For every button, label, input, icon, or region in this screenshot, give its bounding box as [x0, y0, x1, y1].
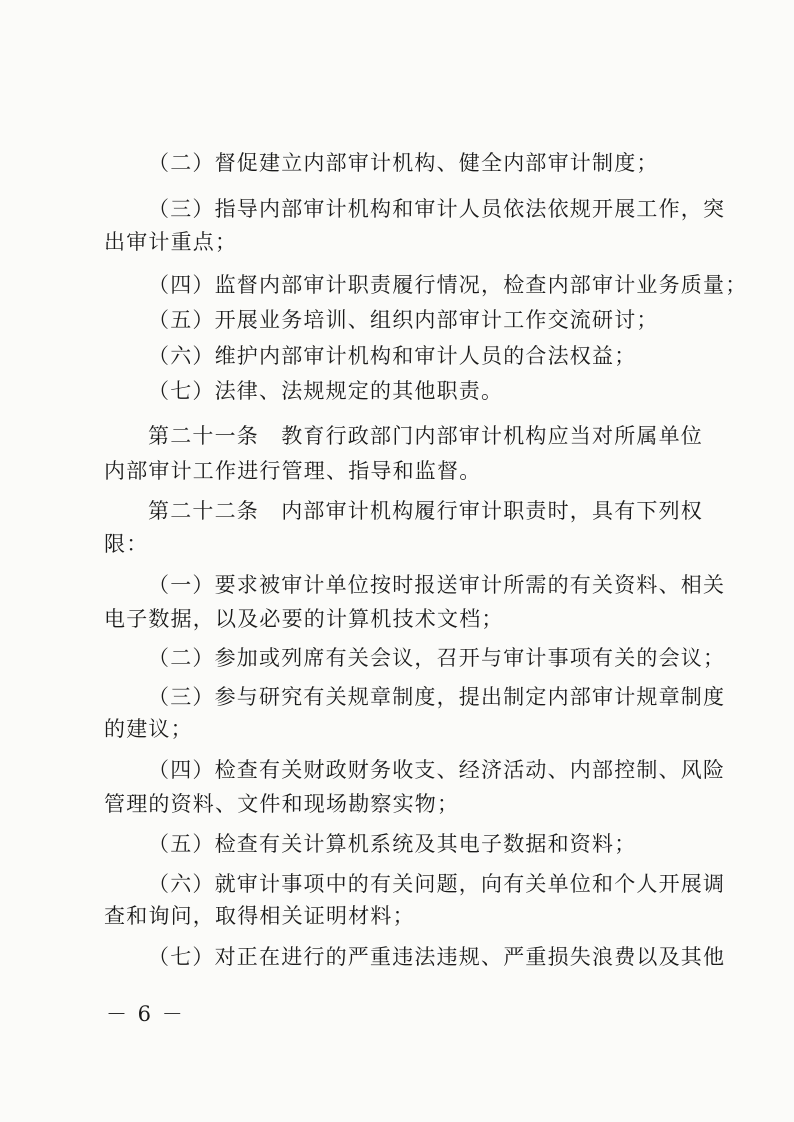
- text-line: （六）就审计事项中的有关问题，向有关单位和个人开展调: [148, 872, 726, 896]
- text-line: （三）指导内部审计机构和审计人员依法依规开展工作，突: [148, 197, 726, 221]
- text-line: 电子数据，以及必要的计算机技术文档；: [104, 607, 504, 631]
- text-line: （二）参加或列席有关会议，召开与审计事项有关的会议；: [148, 646, 726, 670]
- text-line: （二）督促建立内部审计机构、健全内部审计制度；: [148, 151, 659, 175]
- text-line: 的建议；: [104, 717, 193, 741]
- page-number: － 6 －: [106, 1002, 185, 1026]
- text-line: （七）法律、法规规定的其他职责。: [148, 379, 504, 403]
- text-line: 第二十一条 教育行政部门内部审计机构应当对所属单位: [148, 424, 703, 448]
- text-line: 内部审计工作进行管理、指导和监督。: [104, 459, 482, 483]
- text-line: （四）检查有关财政财务收支、经济活动、内部控制、风险: [148, 758, 726, 782]
- text-line: （五）检查有关计算机系统及其电子数据和资料；: [148, 832, 637, 856]
- text-line: （五）开展业务培训、组织内部审计工作交流研讨；: [148, 308, 659, 332]
- text-line: 管理的资料、文件和现场勘察实物；: [104, 792, 460, 816]
- text-line: （三）参与研究有关规章制度，提出制定内部审计规章制度: [148, 685, 726, 709]
- text-line: 第二十二条 内部审计机构履行审计职责时，具有下列权: [148, 499, 703, 523]
- text-line: 出审计重点；: [104, 230, 238, 254]
- text-line: 查和询问，取得相关证明材料；: [104, 904, 415, 928]
- text-line: （六）维护内部审计机构和审计人员的合法权益；: [148, 344, 637, 368]
- text-line: （七）对正在进行的严重违法违规、严重损失浪费以及其他: [148, 945, 726, 969]
- text-line: 限：: [104, 532, 149, 556]
- text-line: （一）要求被审计单位按时报送审计所需的有关资料、相关: [148, 573, 726, 597]
- text-line: （四）监督内部审计职责履行情况，检查内部审计业务质量；: [148, 273, 748, 297]
